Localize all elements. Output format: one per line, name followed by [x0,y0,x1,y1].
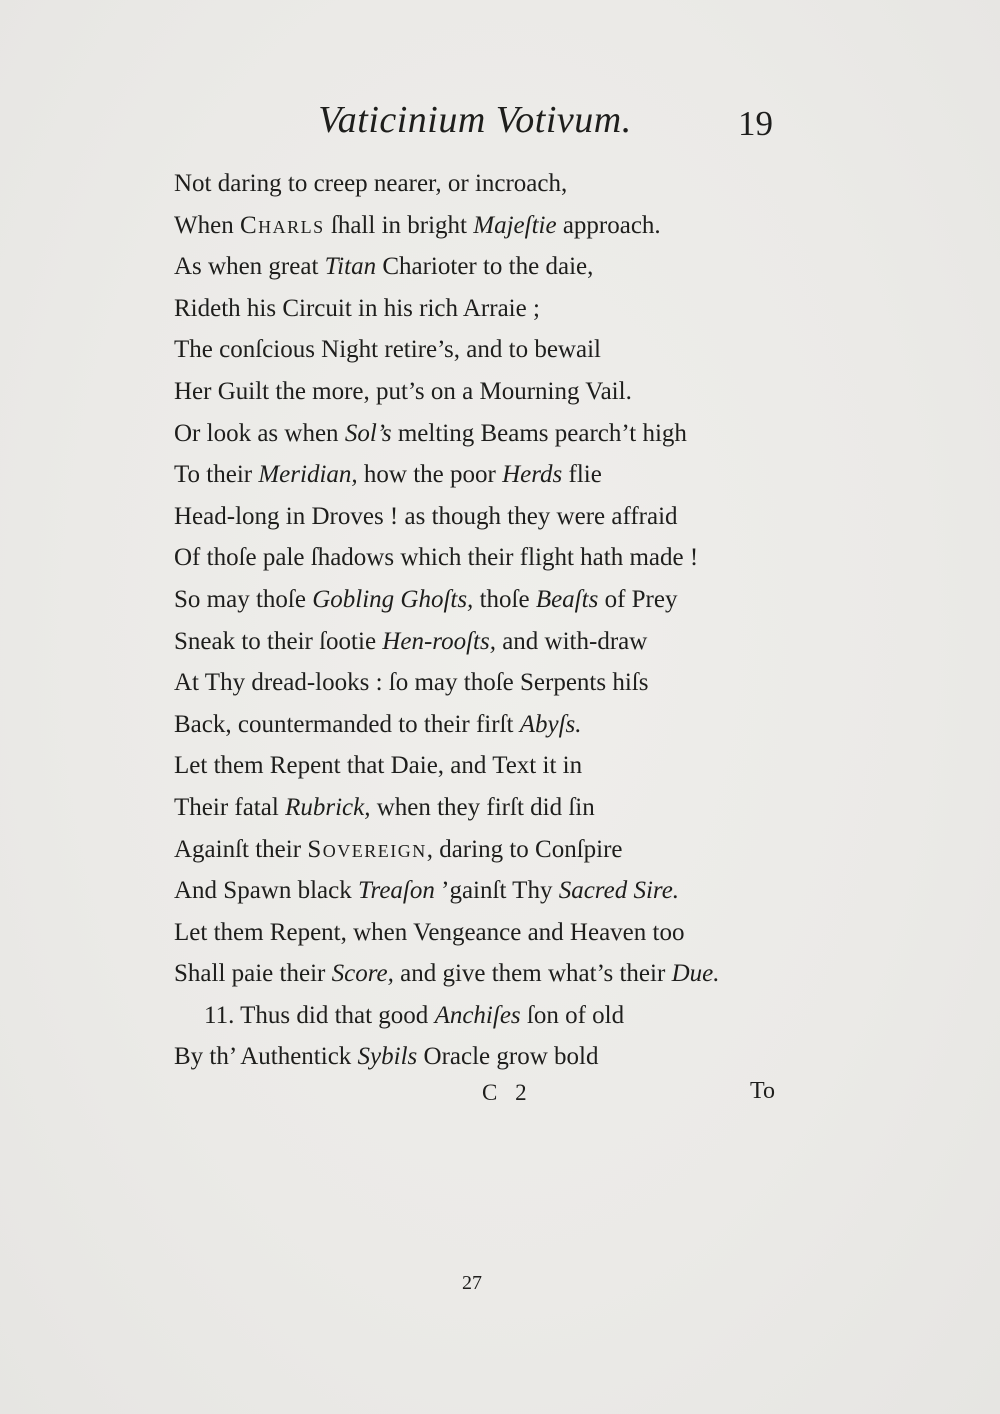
verse-line [174,953,814,995]
roman-text: Shall paie their [174,960,332,988]
roman-text: Charioter to the daie, [376,253,594,281]
roman-text: 11. Thus did that good [204,1001,435,1029]
roman-text: how the poor [357,461,503,489]
roman-text: The conſcious Night retire’s, and to bewail [174,336,601,364]
italic-text: Anchiſes [434,1001,521,1029]
roman-text: At Thy dread-looks : ſo may thoſe Serpents hiſs [174,669,649,697]
italic-text: Hen-rooſts, [382,627,496,655]
verse-line [174,912,814,954]
roman-text: of Prey [598,585,678,613]
roman-text: Of thoſe pale ſhadows which their flight hath made ! [174,544,699,572]
roman-text: thoſe [473,585,536,613]
italic-text: Titan [324,253,377,281]
roman-text: and give them what’s their [393,960,672,988]
roman-text: By th’ Authentick [174,1043,358,1071]
roman-text: Let them Repent that Daie, and Text it in [174,752,583,780]
verse-line [174,329,814,371]
small-caps-text: Sovereign [307,835,427,863]
verse-line [174,288,814,330]
verse-line [174,621,814,663]
verse-line [174,537,814,579]
folio-number-text: 27 [462,1272,482,1294]
page-number: 19 [738,104,773,143]
roman-text: ſhall in bright [324,211,474,239]
roman-text: and with-draw [495,627,648,655]
roman-text: To their [174,461,259,489]
verse-line [174,870,814,912]
italic-text: Abyſs. [519,710,582,738]
roman-text: flie [562,461,602,489]
verse-line [174,454,814,496]
catchword: To [750,1078,775,1104]
roman-text: approach. [556,211,661,239]
roman-text: Back, countermanded to their firſt [174,710,520,738]
italic-text: Sybils [357,1043,418,1071]
verse-line [174,662,814,704]
roman-text: Sneak to their ſootie [174,627,383,655]
italic-text: Rubrick, [285,793,371,821]
roman-text: Head-long in Droves ! as though they were affraid [174,502,678,530]
verse-text [174,163,814,1078]
roman-text: Let them Repent, when Vengeance and Heaven too [174,918,685,946]
roman-text: Or look as when [174,419,345,447]
italic-text: Meridian, [258,461,358,489]
italic-text: Majeſtie [473,211,557,239]
roman-text: And Spawn black [174,877,358,905]
roman-text: , daring to Conſpire [426,835,623,863]
printer-signature: C 2 [482,1080,533,1105]
italic-text: Score, [331,960,394,988]
verse-line [174,829,814,871]
running-title-text: Vaticinium Votivum. [318,99,632,141]
verse-line [174,995,814,1037]
roman-text: Not daring to creep nearer, or incroach, [174,170,568,197]
italic-text: Due. [671,960,720,988]
roman-text: ’gainſt Thy [434,877,559,905]
roman-text: Their fatal [174,793,286,821]
verse-line [174,579,814,621]
verse-line [174,205,814,247]
roman-text: When [174,211,240,239]
verse-line [174,704,814,746]
roman-text: when they firſt did ſin [370,793,595,821]
italic-text: Beaſts [535,585,599,613]
roman-text: ſon of old [520,1001,625,1029]
roman-text: Rideth his Circuit in his rich Arraie ; [174,294,540,322]
italic-text: Treaſon [358,877,435,905]
roman-text: As when great [174,253,325,281]
roman-text: Againſt their [174,835,308,863]
verse-line [174,496,814,538]
roman-text: So may thoſe [174,585,313,613]
italic-text: Herds [502,461,563,489]
verse-line [174,163,814,205]
running-title [0,98,1000,142]
verse-line [174,787,814,829]
verse-line [174,745,814,787]
verse-line [174,371,814,413]
italic-text: Sol’s [344,419,392,447]
italic-text: Sacred Sire. [558,877,680,905]
verse-line [174,413,814,455]
roman-text: melting Beams pearch’t high [391,419,687,447]
roman-text: Her Guilt the more, put’s on a Mourning Vail. [174,377,632,405]
verse-line [174,246,814,288]
small-caps-text: Charls [239,211,325,239]
verse-line [174,1036,814,1078]
roman-text: Oracle grow bold [417,1043,599,1071]
folio-number [0,1272,1000,1295]
italic-text: Gobling Ghoſts, [312,585,474,613]
